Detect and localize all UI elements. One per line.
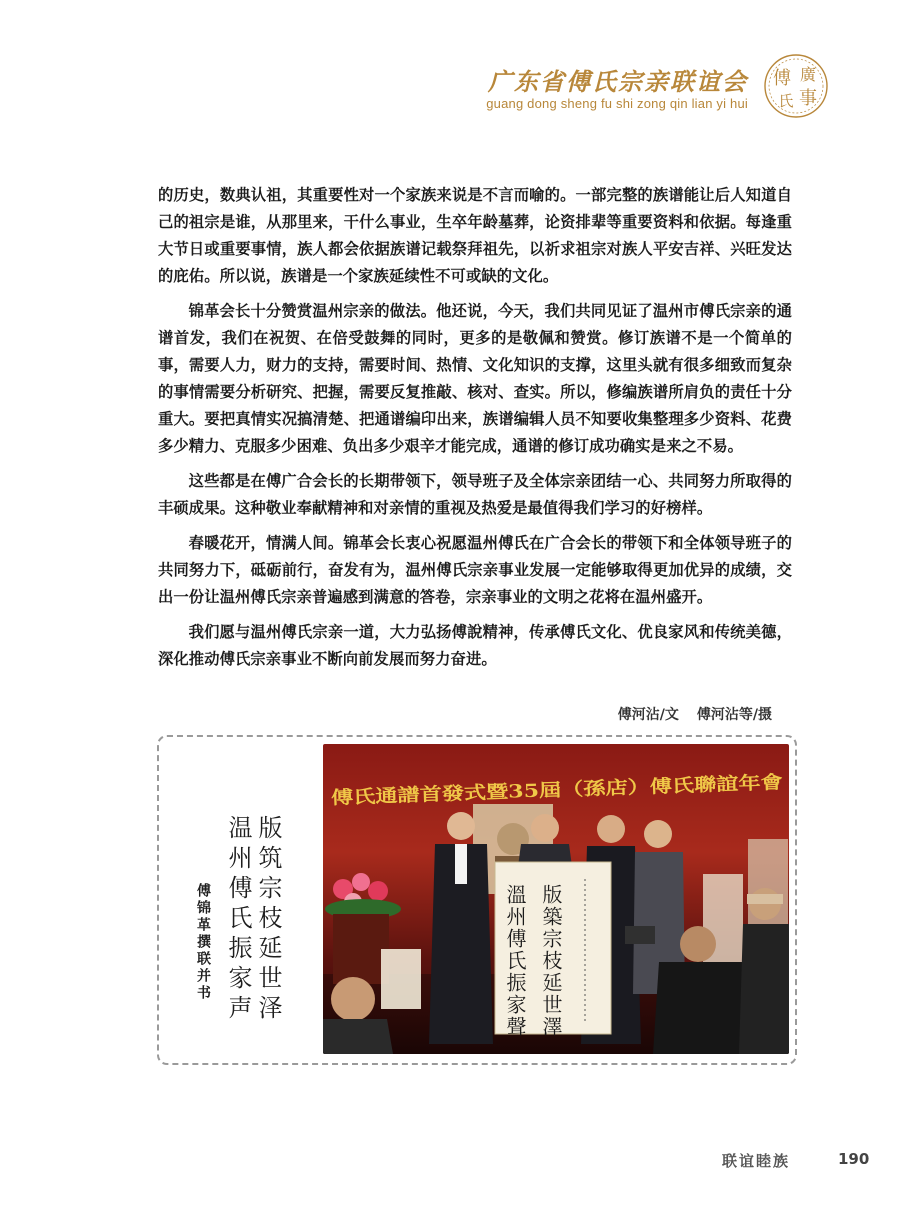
couplet-line-2: 温州傅氏振家声	[224, 815, 252, 1025]
byline	[600, 704, 772, 724]
page-number: 190	[838, 1150, 870, 1168]
page-header	[420, 58, 840, 118]
svg-text:傅: 傅	[773, 68, 791, 89]
photo-frame	[157, 735, 797, 1065]
scroll-text-2: 版築宗枝延世澤	[539, 884, 563, 1038]
footer-section-title: 联谊睦族	[722, 1152, 791, 1170]
couplet-author: 傅锦革撰联并书	[195, 883, 211, 1002]
paragraph: 这些都是在傅广合会长的长期带领下，领导班子及全体宗亲团结一心、共同努力所取得的丰硕成果。这种敬业奉献精神和对亲情的重视及热爱是最值得我们学习的好榜样。	[158, 472, 792, 517]
scroll-text-1: 溫州傅氏振家聲	[503, 884, 527, 1038]
header-title: 广东省傅氏宗亲联谊会	[488, 67, 748, 96]
paragraph: 我们愿与温州傅氏宗亲一道，大力弘扬傅說精神，传承傅氏文化、优良家风和传统美德，深化推动傅氏宗亲事业不断向前发展而努力奋进。	[158, 623, 792, 668]
banner-text: 傅氏通譜首發式暨35屆（孫店）傅氏聯誼年會	[330, 775, 699, 809]
svg-text:氏: 氏	[778, 92, 794, 110]
seal-logo-icon	[760, 50, 832, 122]
svg-text:事: 事	[799, 88, 817, 109]
paragraph: 春暖花开，情满人间。锦革会长衷心祝愿温州傅氏在广合会长的带领下和全体领导班子的共同努力下，砥砺前行，奋发有为，温州傅氏宗亲事业发展一定能够取得更加优异的成绩，交出一份让温州傅氏宗亲普遍感到满意的答卷，宗亲事业的文明之花将在温州盛开。	[158, 534, 792, 606]
event-photo-illustration	[323, 744, 789, 1054]
article-body	[158, 182, 792, 681]
paragraph: 的历史，数典认祖，其重要性对一个家族来说是不言而喻的。一部完整的族谱能让后人知道自己的祖宗是谁，从那里来，干什么事业，生卒年龄墓葬，论资排辈等重要资料和依据。每逢重大节日或重要事情，族人都会依据族谱记载祭拜祖先，以祈求祖宗对族人平安吉祥、兴旺发达的庇佑。所以说，族谱是一个家族延续性不可或缺的文化。	[158, 186, 792, 285]
header-pinyin: guang dong sheng fu shi zong qin lian yi hui	[486, 96, 748, 111]
paragraph: 锦革会长十分赞赏温州宗亲的做法。他还说，今天，我们共同见证了温州市傅氏宗亲的通谱首发，我们在祝贺、在倍受鼓舞的同时，更多的是敬佩和赞赏。修订族谱不是一个简单的事，需要人力，财力的支持，需要时间、热情、文化知识的支撑，这里头就有很多细致而复杂的事情需要分析研究、把握，需要反复推敲、核对、查实。所以，修编族谱所肩负的责任十分重大。要把真情实况搞清楚、把通谱编印出来，族谱编辑人员不知要收集整理多少资料、花费多少精力、克服多少困难、负出多少艰辛才能完成，通谱的修订成功确实是来之不易。	[158, 302, 792, 455]
event-photo	[323, 744, 789, 1054]
byline-photographer: 傅河沾等/摄	[696, 707, 772, 723]
couplet-line-1: 版筑宗枝延世泽	[254, 815, 282, 1025]
byline-author: 傅河沾/文	[617, 707, 679, 723]
svg-text:廣: 廣	[799, 65, 817, 84]
